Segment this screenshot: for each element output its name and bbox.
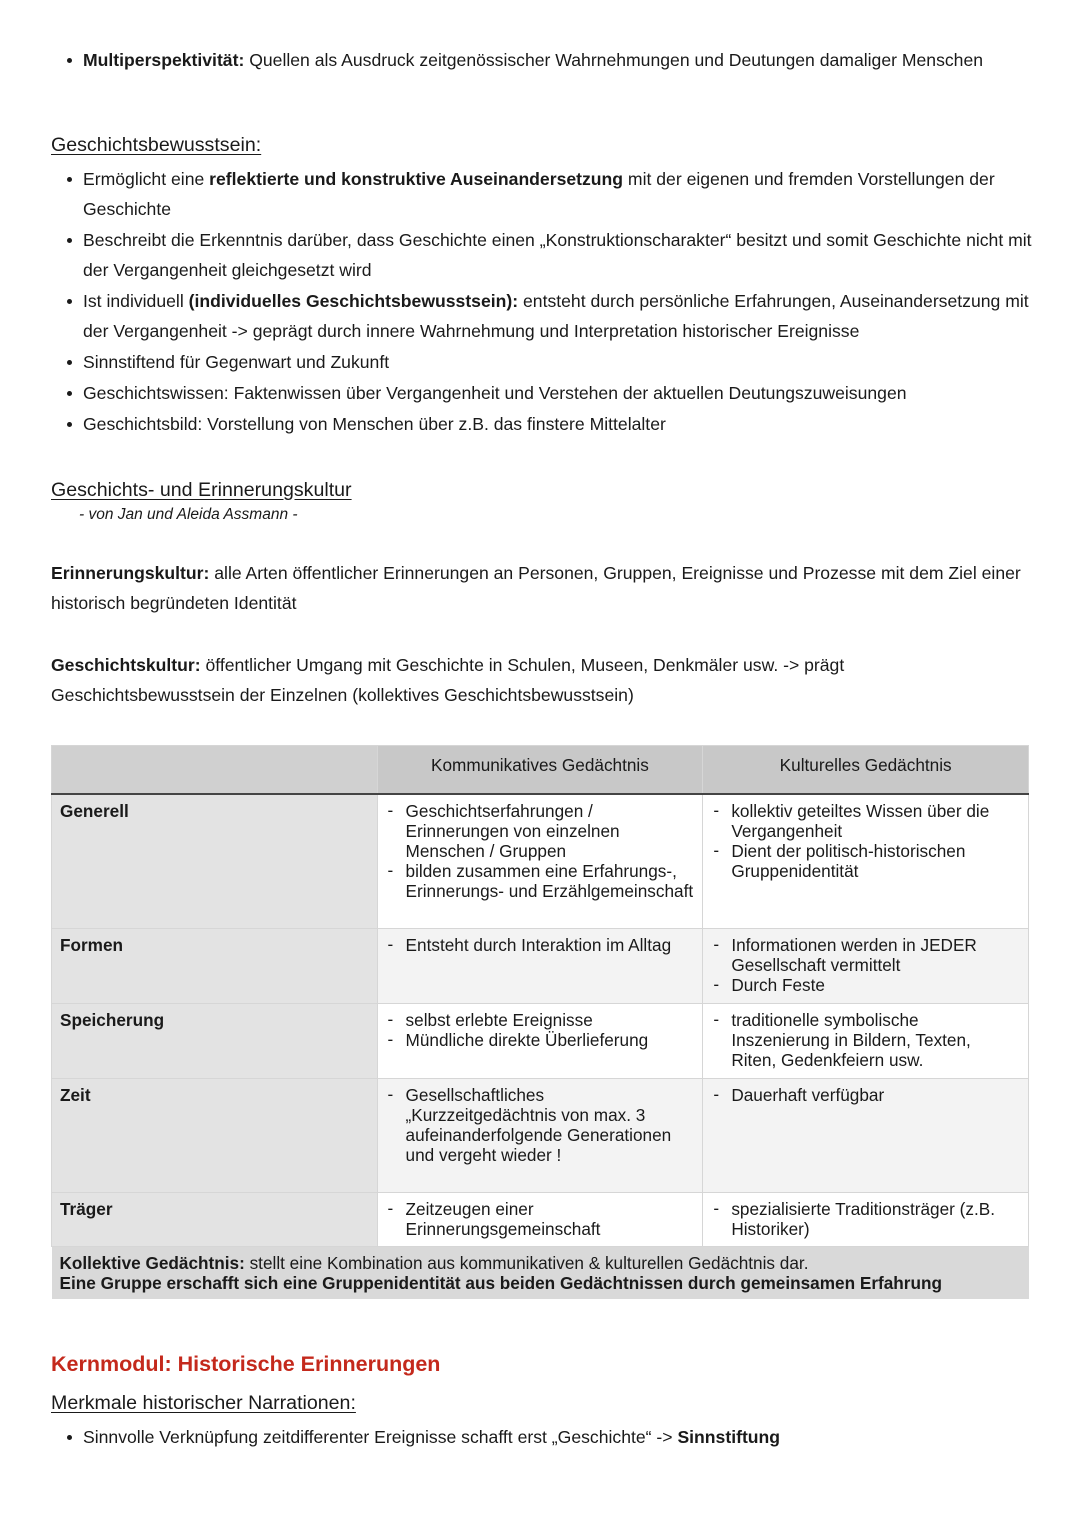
list-item: - Geschichtserfahrungen / Erinnerungen von einzelnen Menschen / Gruppen — [386, 801, 695, 861]
bullet-item — [64, 1422, 1034, 1452]
dash-list — [711, 1010, 1020, 1070]
cell-kommunikativ — [377, 1003, 703, 1078]
list-item: - Informationen werden in JEDER Gesellschaft vermittelt — [711, 935, 1020, 975]
dash-list — [711, 1085, 1020, 1105]
bullet-dot — [67, 422, 72, 427]
bullet-dot — [67, 177, 72, 182]
cell-kulturell — [703, 1192, 1029, 1246]
kernmodul-list — [64, 1422, 1034, 1453]
bullet-dot — [67, 391, 72, 396]
intro-bullet-list — [64, 45, 1034, 76]
geschichtsbewusstsein-list — [64, 164, 1034, 440]
bullet-item — [64, 164, 1034, 224]
dash-list — [386, 1085, 695, 1165]
list-item: - spezialisierte Traditionsträger (z.B. Historiker) — [711, 1199, 1020, 1239]
bullet-text: entsteht durch persönliche Erfahrungen, Auseinandersetzung mit der Vergangenheit -> geprägt durch innere Wahrnehmung und Interpretation historischer Ereignisse — [83, 291, 1029, 341]
definition-geschichtskultur — [51, 650, 1031, 710]
list-item: - bilden zusammen eine Erfahrungs-, Erinnerungs- und Erzählgemeinschaft — [386, 861, 695, 901]
bullet-item — [64, 45, 1034, 75]
table-row — [52, 794, 1029, 928]
dash-list — [711, 1199, 1020, 1239]
kernmodul-subheading: Merkmale historischer Narrationen: — [51, 1392, 356, 1414]
bullet-text: Geschichtsbild: Vorstellung von Menschen über z.B. das finstere Mittelalter — [83, 414, 666, 434]
bullet-text: Beschreibt die Erkenntnis darüber, dass Geschichte einen „Konstruktionscharakter“ besitzt und somit Geschichte nicht mit der Vergangenheit gleichgesetzt wird — [83, 230, 1032, 280]
dash-list — [711, 935, 1020, 995]
table-footer-row — [52, 1246, 1029, 1299]
bullet-dot — [67, 58, 72, 63]
bullet-item — [64, 409, 1034, 439]
section-author: - von Jan und Aleida Assmann - — [79, 506, 298, 523]
bullet-text: Ist individuell — [83, 291, 189, 311]
bullet-dot — [67, 299, 72, 304]
cell-kommunikativ — [377, 928, 703, 1003]
row-label: Speicherung — [52, 1003, 378, 1078]
list-item: - Durch Feste — [711, 975, 1020, 995]
list-item: - Zeitzeugen einer Erinnerungsgemeinschaft — [386, 1199, 695, 1239]
dash-list — [711, 801, 1020, 881]
definition-term: Geschichtskultur: — [51, 655, 201, 675]
list-item: - kollektiv geteiltes Wissen über die Vergangenheit — [711, 801, 1020, 841]
table-row — [52, 1078, 1029, 1192]
bullet-text: Sinnvolle Verknüpfung zeitdifferenter Ereignisse schafft erst „Geschichte“ -> — [83, 1427, 678, 1447]
dash-list — [386, 1199, 695, 1239]
bullet-item — [64, 347, 1034, 377]
bullet-text: Geschichtswissen: Faktenwissen über Vergangenheit und Verstehen der aktuellen Deutungszuweisungen — [83, 383, 907, 403]
section-heading-geschichtsbewusstsein: Geschichtsbewusstsein: — [51, 134, 262, 156]
row-label: Zeit — [52, 1078, 378, 1192]
cell-kommunikativ — [377, 1078, 703, 1192]
bullet-text: mit der eigenen und fremden Vorstellungen der Geschichte — [83, 169, 995, 219]
cell-kommunikativ — [377, 1192, 703, 1246]
definition-text: öffentlicher Umgang mit Geschichte in Schulen, Museen, Denkmäler usw. -> prägt Geschichtsbewusstsein der Einzelnen (kollektives Geschichtsbewusstsein) — [51, 655, 845, 705]
bullet-item — [64, 286, 1034, 346]
bullet-text: Sinnstiftend für Gegenwart und Zukunft — [83, 352, 390, 372]
bullet-bold: (individuelles Geschichtsbewusstsein): — [188, 291, 519, 311]
list-item: - Gesellschaftliches „Kurzzeitgedächtnis von max. 3 aufeinanderfolgende Generationen und vergeht wieder ! — [386, 1085, 695, 1165]
table-row — [52, 928, 1029, 1003]
bullet-dot — [67, 360, 72, 365]
row-label: Formen — [52, 928, 378, 1003]
table-row — [52, 1192, 1029, 1246]
cell-kulturell — [703, 794, 1029, 928]
cell-kulturell — [703, 1003, 1029, 1078]
table-header-row — [52, 746, 1029, 795]
memory-comparison-table — [51, 745, 1029, 1299]
list-item: - Dient der politisch-historischen Gruppenidentität — [711, 841, 1020, 881]
bullet-dot — [67, 1435, 72, 1440]
bullet-bold: Sinnstiftung — [677, 1427, 781, 1447]
cell-kulturell — [703, 1078, 1029, 1192]
list-item: - Mündliche direkte Überlieferung — [386, 1030, 695, 1050]
bullet-bold: reflektierte und konstruktive Auseinandersetzung — [209, 169, 624, 189]
bullet-item — [64, 378, 1034, 408]
bullet-term: Multiperspektivität: — [83, 50, 245, 70]
footer-line2: Eine Gruppe erschafft sich eine Gruppenidentität aus beiden Gedächtnissen durch gemeinsamen Erfahrung — [59, 1272, 942, 1293]
bullet-text: Quellen als Ausdruck zeitgenössischer Wahrnehmungen und Deutungen damaliger Menschen — [244, 50, 984, 70]
footer-text: stellt eine Kombination aus kommunikativen & kulturellen Gedächtnis dar. — [244, 1252, 809, 1273]
definition-term: Erinnerungskultur: — [51, 563, 210, 583]
table-header-kommunikativ: Kommunikatives Gedächtnis — [377, 746, 703, 795]
definition-text: alle Arten öffentlicher Erinnerungen an Personen, Gruppen, Ereignisse und Prozesse mit dem Ziel einer historisch begründeten Identität — [51, 563, 1021, 613]
row-label: Generell — [52, 794, 378, 928]
table-row — [52, 1003, 1029, 1078]
list-item: - Entsteht durch Interaktion im Alltag — [386, 935, 695, 955]
table-header-kulturell: Kulturelles Gedächtnis — [703, 746, 1029, 795]
list-item: - Dauerhaft verfügbar — [711, 1085, 1020, 1105]
table-header-blank — [52, 746, 378, 795]
row-label: Träger — [52, 1192, 378, 1246]
list-item: - selbst erlebte Ereignisse — [386, 1010, 695, 1030]
cell-kulturell — [703, 928, 1029, 1003]
footer-term: Kollektive Gedächtnis: — [59, 1252, 245, 1273]
bullet-dot — [67, 238, 72, 243]
definition-erinnerungskultur — [51, 558, 1031, 618]
bullet-item — [64, 225, 1034, 285]
dash-list — [386, 1010, 695, 1050]
section-heading-erinnerungskultur: Geschichts- und Erinnerungskultur — [51, 479, 352, 501]
cell-kommunikativ — [377, 794, 703, 928]
bullet-text: Ermöglicht eine — [83, 169, 210, 189]
dash-list — [386, 801, 695, 901]
dash-list — [386, 935, 695, 955]
list-item: - traditionelle symbolische Inszenierung in Bildern, Texten, Riten, Gedenkfeiern usw. — [711, 1010, 1020, 1070]
kernmodul-heading: Kernmodul: Historische Erinnerungen — [51, 1352, 441, 1376]
table-footer — [52, 1246, 1029, 1299]
